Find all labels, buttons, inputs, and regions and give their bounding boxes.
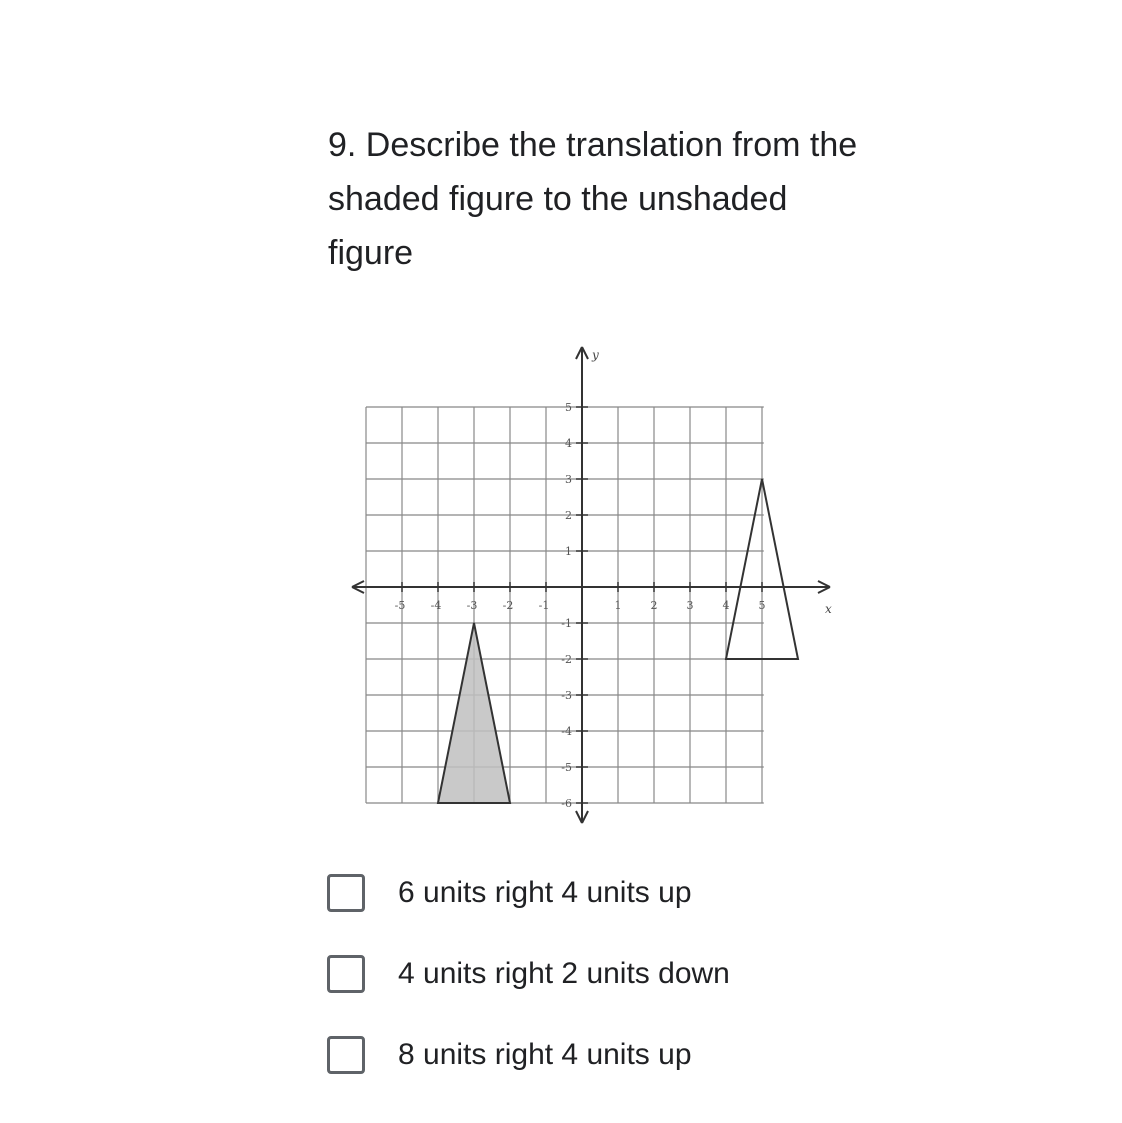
y-axis-label: y bbox=[592, 348, 599, 362]
y-tick-label: -4 bbox=[561, 725, 572, 738]
checkbox-icon[interactable] bbox=[327, 1036, 365, 1074]
y-tick-label: -5 bbox=[561, 761, 572, 774]
x-tick-label: -5 bbox=[394, 599, 406, 612]
x-axis-label: x bbox=[825, 602, 832, 616]
x-tick-label: -1 bbox=[538, 599, 550, 612]
x-tick-label: 4 bbox=[722, 599, 730, 612]
shaded-triangle bbox=[438, 623, 510, 803]
option-3[interactable] bbox=[327, 1014, 927, 1095]
x-tick-label: 3 bbox=[686, 599, 694, 612]
answer-options bbox=[327, 852, 927, 1095]
coordinate-graph bbox=[330, 335, 860, 835]
question-text: 9. Describe the translation from the shaded figure to the unshaded figure bbox=[328, 126, 858, 272]
checkbox-icon[interactable] bbox=[327, 955, 365, 993]
x-tick-label: -4 bbox=[430, 599, 442, 612]
x-tick-label: -2 bbox=[502, 599, 514, 612]
option-label: 8 units right 4 units up bbox=[398, 1037, 692, 1071]
x-tick-label: 5 bbox=[758, 599, 766, 612]
y-tick-label: 3 bbox=[565, 473, 572, 486]
y-tick-label: -1 bbox=[561, 617, 572, 630]
option-label: 6 units right 4 units up bbox=[398, 875, 692, 909]
y-tick-label: -3 bbox=[561, 689, 572, 702]
y-tick-label: 2 bbox=[565, 509, 572, 522]
x-tick-label: -3 bbox=[466, 599, 478, 612]
y-tick-label: -2 bbox=[561, 653, 572, 666]
checkbox-icon[interactable] bbox=[327, 874, 365, 912]
option-1[interactable] bbox=[327, 852, 927, 933]
x-tick-label: 1 bbox=[614, 599, 622, 612]
y-tick-label: 4 bbox=[565, 437, 572, 450]
y-tick-label: -6 bbox=[561, 797, 572, 810]
y-tick-label: 5 bbox=[565, 401, 572, 414]
y-tick-label: 1 bbox=[565, 545, 572, 558]
option-2[interactable] bbox=[327, 933, 927, 1014]
x-tick-label: 2 bbox=[650, 599, 658, 612]
option-label: 4 units right 2 units down bbox=[398, 956, 730, 990]
